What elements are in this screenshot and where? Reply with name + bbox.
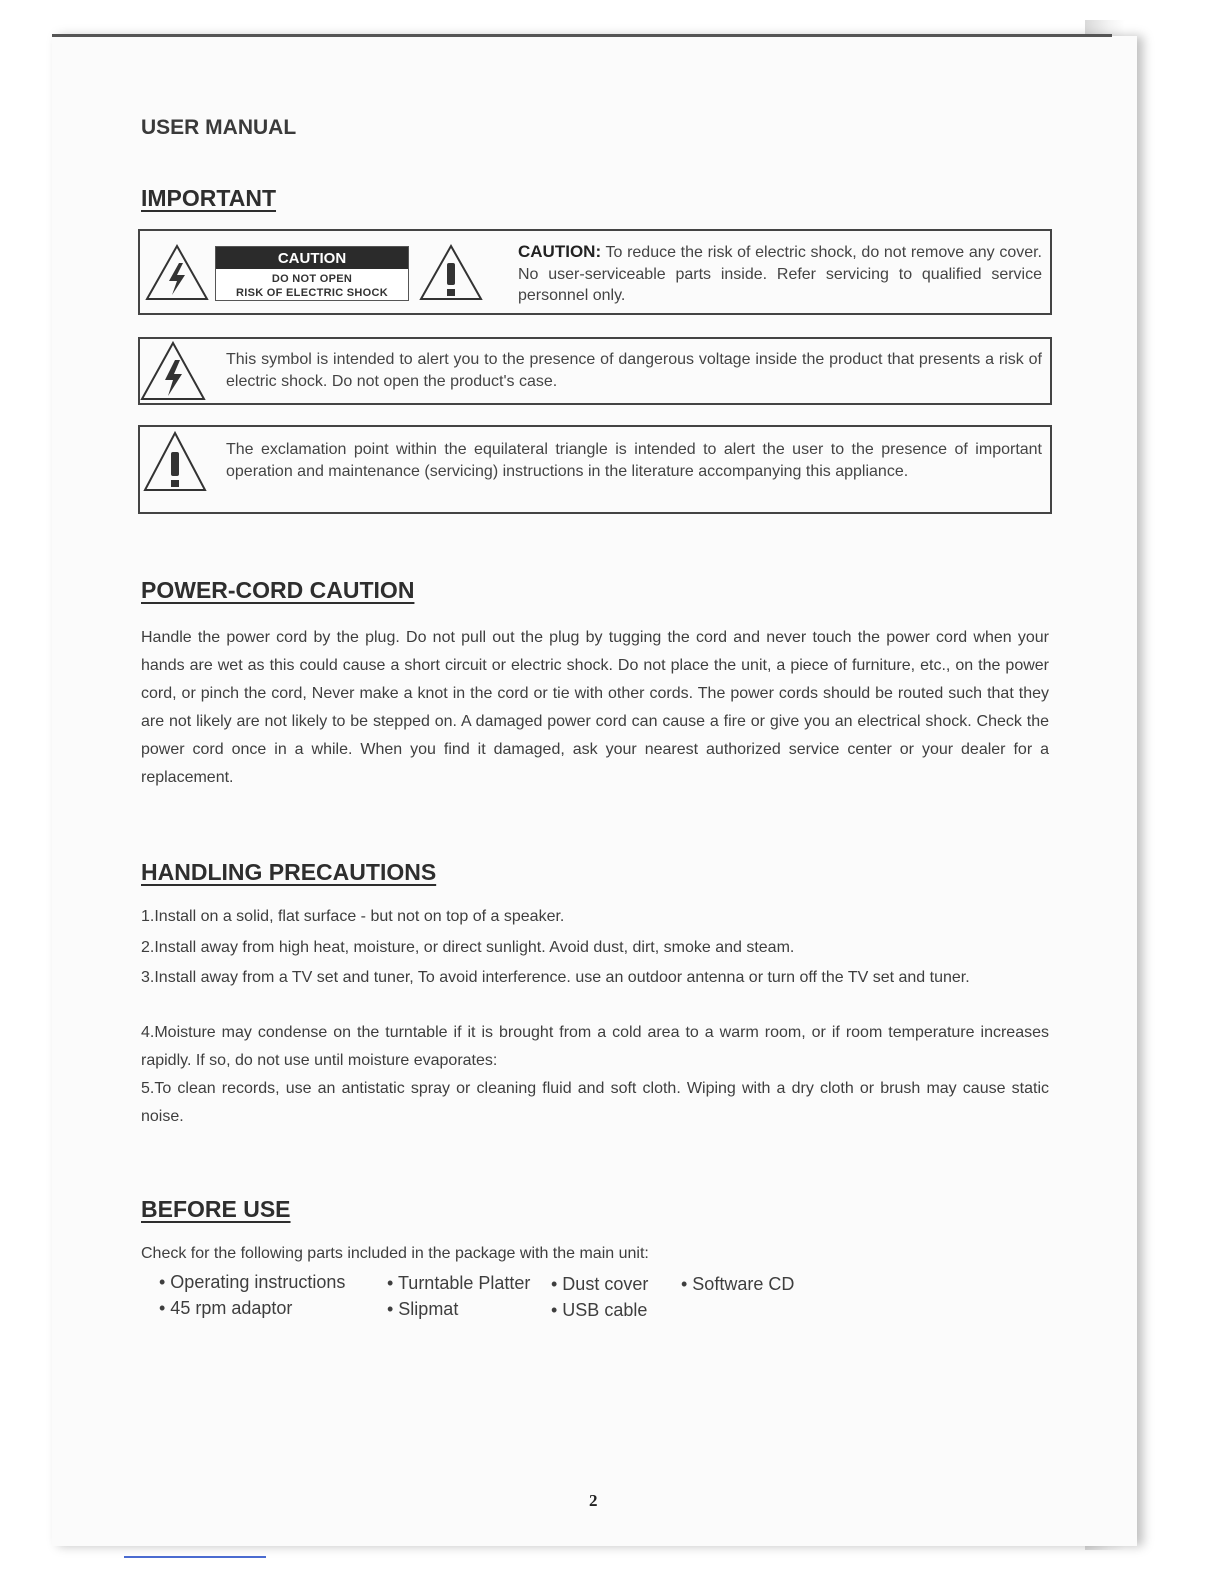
before-use-intro: Check for the following parts included in the package with the main unit:	[141, 1245, 649, 1262]
bottom-edge-mark	[124, 1556, 266, 1558]
section-title-handling: HANDLING PRECAUTIONS	[141, 859, 437, 885]
lightning-symbol-text: This symbol is intended to alert you to the presence of dangerous voltage inside the product that presents a risk of electric shock. Do not open the product's case.	[226, 351, 1042, 390]
exclamation-warning-icon	[143, 430, 207, 494]
handling-item: 4.Moisture may condense on the turntable if it is brought from a cold area to a warm room, or if room temperature increases rapidly. If so, do not use until moisture evaporates:	[141, 1024, 1049, 1069]
lightning-warning-icon	[140, 340, 206, 402]
part-item: • Turntable Platter	[387, 1273, 531, 1293]
page-number: 2	[589, 1491, 598, 1510]
part-item: • Software CD	[681, 1274, 795, 1294]
part-item: • Slipmat	[387, 1299, 459, 1319]
exclamation-symbol-box	[138, 425, 1052, 514]
section-title-important: IMPORTANT	[141, 185, 277, 211]
lightning-warning-icon	[145, 243, 209, 301]
exclamation-symbol-text: The exclamation point within the equilateral triangle is intended to alert the user to the presence of important operation and maintenance (servicing) instructions in the literature accompanying this appliance.	[226, 441, 1042, 480]
part-item: • Dust cover	[551, 1274, 649, 1294]
document-header: USER MANUAL	[141, 116, 297, 139]
caution-label-line1: DO NOT OPEN	[271, 273, 353, 285]
handling-item: 1.Install on a solid, flat surface - but not on top of a speaker.	[141, 908, 565, 925]
section-title-before-use: BEFORE USE	[141, 1196, 291, 1222]
part-item: • Operating instructions	[159, 1272, 346, 1292]
power-cord-text: Handle the power cord by the plug. Do not pull out the plug by tugging the cord and never touch the power cord when your hands are wet as this could cause a short circuit or electric shock. Do not place the unit, a piece of furniture, etc., on the power cord, or pinch the cord, Never make a knot in the cord or tie with other cords. The power cords should be routed such that they are not likely are not likely to be stepped on. A damaged power cord can cause a fire or give you an electrical shock. Check the power cord once in a while. When you find it damaged, ask your nearest authorized service center or your dealer for a replacement.	[141, 629, 1049, 786]
caution-label-title: CAUTION	[216, 247, 408, 269]
part-item: • 45 rpm adaptor	[159, 1298, 293, 1318]
exclamation-warning-icon	[418, 243, 484, 301]
caution-label	[215, 246, 409, 301]
handling-item: 5.To clean records, use an antistatic spray or cleaning fluid and soft cloth. Wiping with a dry cloth or brush may cause static noise.	[141, 1080, 1049, 1125]
caution-heading: CAUTION:	[518, 242, 602, 261]
handling-item: 2.Install away from high heat, moisture, or direct sunlight. Avoid dust, dirt, smoke and steam.	[141, 939, 795, 956]
part-item: • USB cable	[551, 1300, 648, 1320]
caution-label-line2: RISK OF ELECTRIC SHOCK	[235, 287, 389, 299]
caution-text: To reduce the risk of electric shock, do not remove any cover. No user-serviceable parts inside. Refer servicing to qualified service personnel only.	[518, 244, 1043, 304]
handling-item: 3.Install away from a TV set and tuner, To avoid interference. use an outdoor antenna or turn off the TV set and tuner.	[141, 969, 970, 986]
page-top-edge	[52, 34, 1112, 37]
section-title-power-cord: POWER-CORD CAUTION	[141, 577, 415, 603]
lightning-symbol-box	[138, 337, 1052, 405]
caution-text-block	[518, 241, 1042, 307]
